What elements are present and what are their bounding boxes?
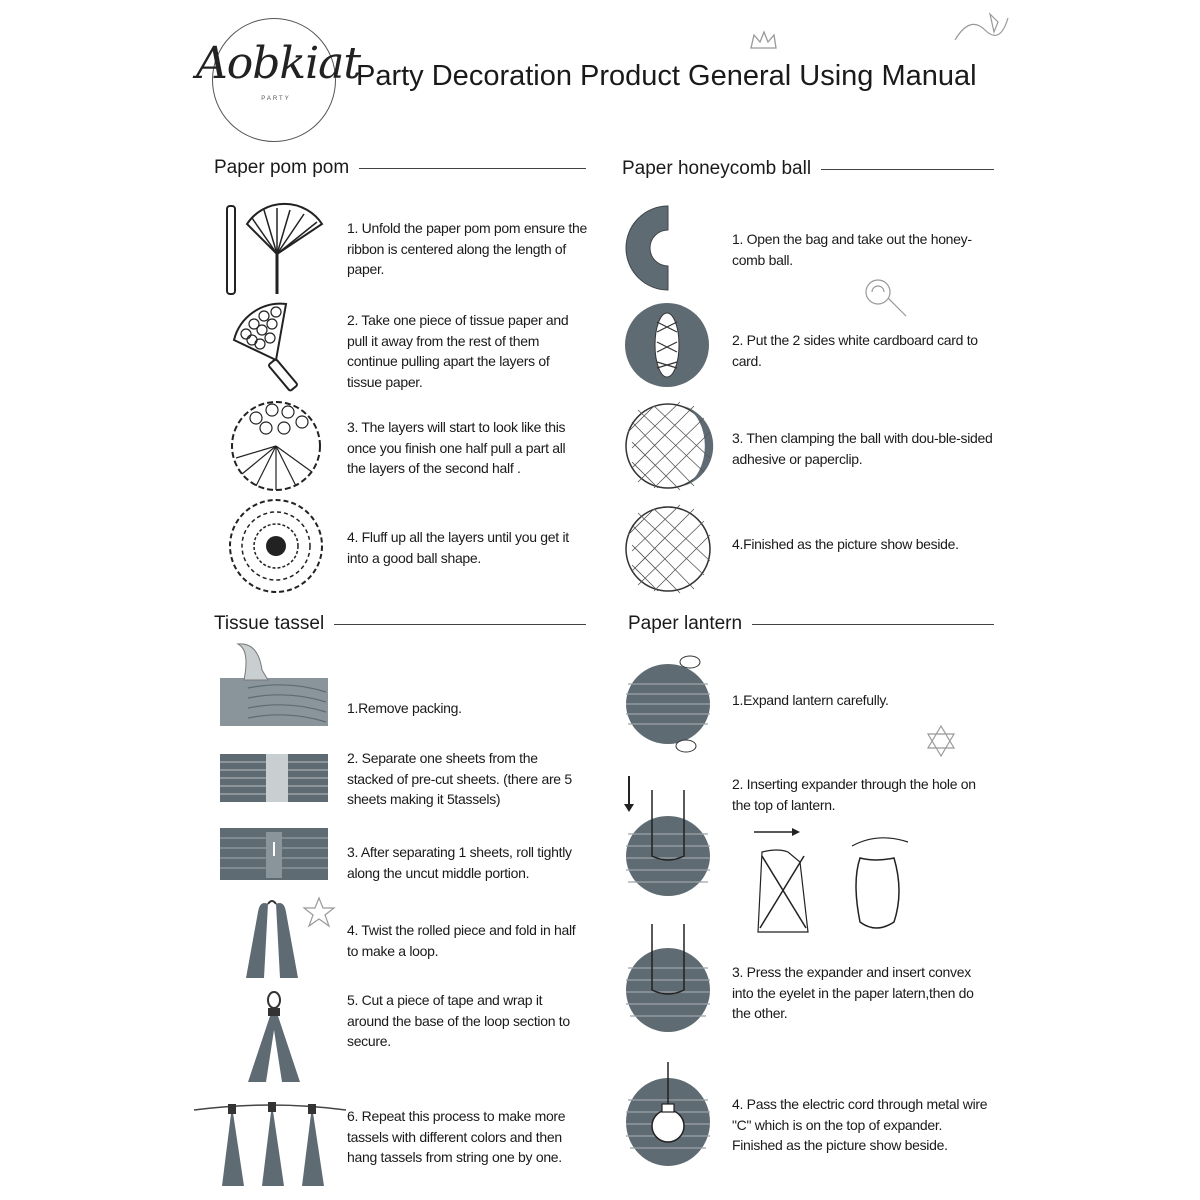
honeycomb-step-2: 2. Put the 2 sides white cardboard card to card. (732, 332, 978, 369)
tassel-loop-icon (240, 898, 304, 982)
tassel-step-4: 4. Twist the rolled piece and fold in half to make a loop. (347, 922, 576, 959)
section-title: Paper lantern (628, 613, 743, 634)
section-title: Tissue tassel (214, 613, 325, 634)
lantern-insert-icon (622, 784, 714, 900)
page-title: Party Decoration Product General Using Manual (356, 60, 977, 92)
tassel-step-5: 5. Cut a piece of tape and wrap it around the base of the loop section to secure. (347, 992, 570, 1049)
section-heading-pompom (214, 157, 586, 179)
star-doodle-icon (302, 896, 336, 928)
honeycomb-half-icon (624, 204, 672, 292)
lantern-expand-icon (622, 654, 718, 754)
pompom-unfold-icon (222, 204, 332, 296)
section-heading-honeycomb (622, 158, 994, 180)
brand-logo-subtext: PARTY (261, 96, 291, 102)
tassel-step-1: 1.Remove packing. (347, 700, 462, 716)
crown-doodle-icon (748, 30, 778, 52)
tassel-garland-icon (192, 1098, 348, 1190)
lantern-step-3: 3. Press the expander and insert convex into the eyelet in the paper latern,then do the other. (732, 964, 974, 1021)
tassel-roll-icon (218, 826, 330, 882)
tassel-packing-icon (218, 640, 330, 730)
tassel-tape-icon (244, 990, 304, 1084)
lantern-step-1: 1.Expand lantern carefully. (732, 692, 889, 708)
lantern-step-4: 4. Pass the electric cord through metal wire "C" which is on the top of expander. Finished as the picture show beside. (732, 1096, 988, 1153)
section-heading-tassel (214, 613, 586, 635)
brand-logo: Aobkiat (196, 38, 361, 89)
honeycomb-ball-icon (624, 505, 712, 593)
pompom-step-1: 1. Unfold the paper pom pom ensure the ribbon is centered along the length of paper. (347, 220, 587, 277)
pompom-step-3: 3. The layers will start to look like this once you finish one half pull a part all the layers of the second half . (347, 419, 566, 476)
tassel-sheets-icon (218, 752, 330, 804)
hexagram-doodle-icon (924, 724, 958, 758)
lantern-step-2: 2. Inserting expander through the hole on the top of lantern. (732, 776, 976, 813)
honeycomb-step-3: 3. Then clamping the ball with dou-ble-sided adhesive or paperclip. (732, 430, 993, 467)
pompom-half-icon (226, 398, 326, 494)
pompom-ball-icon (228, 498, 324, 594)
section-heading-lantern (628, 613, 994, 635)
lantern-press-icon (622, 906, 714, 1036)
pompom-step-2: 2. Take one piece of tissue paper and pull it away from the rest of them continue pulling apart the layers of tissue paper. (347, 312, 569, 390)
section-title: Paper pom pom (214, 157, 350, 178)
tassel-step-6: 6. Repeat this process to make more tassels with different colors and then hang tassels from string one by one. (347, 1108, 566, 1165)
section-title: Paper honeycomb ball (622, 158, 812, 179)
tassel-step-2: 2. Separate one sheets from the stacked of pre-cut sheets. (there are 5 sheets making it 5tassels) (347, 750, 572, 807)
tassel-step-3: 3. After separating 1 sheets, roll tightly along the uncut middle portion. (347, 844, 572, 881)
lollipop-doodle-icon (862, 276, 912, 320)
expander-diagram-icon (748, 822, 918, 942)
lantern-finished-icon (622, 1060, 714, 1176)
pompom-pull-icon (226, 300, 316, 392)
confetti-doodle-icon (950, 10, 1010, 50)
honeycomb-step-1: 1. Open the bag and take out the honey-comb ball. (732, 231, 972, 268)
honeycomb-open-icon (624, 302, 710, 388)
honeycomb-step-4: 4.Finished as the picture show beside. (732, 536, 959, 552)
honeycomb-clamp-icon (624, 402, 712, 490)
pompom-step-4: 4. Fluff up all the layers until you get it into a good ball shape. (347, 529, 569, 566)
